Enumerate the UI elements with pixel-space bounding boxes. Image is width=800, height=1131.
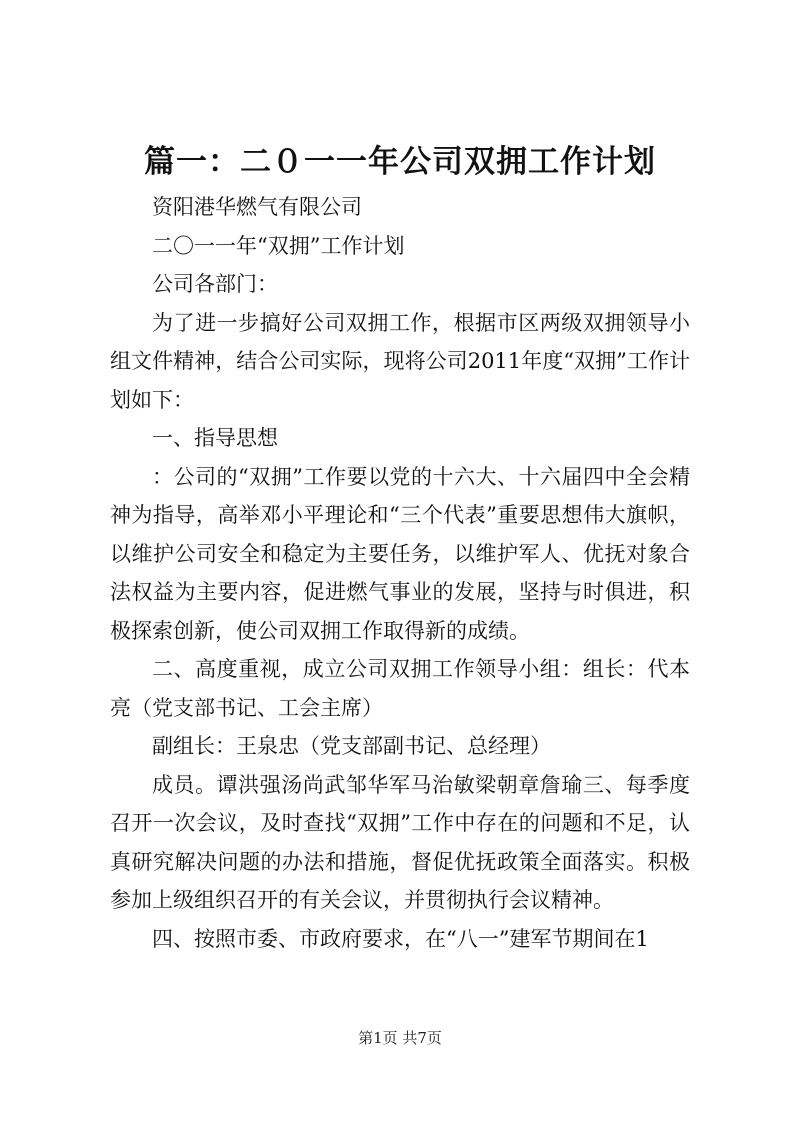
document-body (110, 188, 690, 958)
paragraph-intro: 为了进一步搞好公司双拥工作，根据市区两级双拥领导小组文件精神，结合公司实际，现将公司2011年度“双拥”工作计划如下： (110, 310, 690, 412)
paragraph-guiding-ideology: ：公司的“双拥”工作要以党的十六大、十六届四中全会精神为指导，高举邓小平理论和“三个代表”重要思想伟大旗帜，以维护公司安全和稳定为主要任务，以维护军人、优抚对象合法权益为主要内容，促进燃气事业的发展，坚持与时俱进，积极探索创新，使公司双拥工作取得新的成绩。 (110, 464, 690, 643)
paragraph-section-4: 四、按照市委、市政府要求，在“八一”建军节期间在1 (152, 926, 649, 951)
paragraph-deputy-leader: 副组长：王泉忠（党支部副书记、总经理） (152, 734, 551, 758)
paragraph-section-2: 二、高度重视，成立公司双拥工作领导小组：组长：代本亮（党支部书记、工会主席） (110, 657, 690, 720)
page-number-footer: 第1页 共7页 (358, 1029, 442, 1047)
paragraph-section-1-heading: 一、指导思想 (152, 426, 278, 450)
paragraph-company-name: 资阳港华燃气有限公司 (152, 195, 362, 219)
paragraph-members: 成员。谭洪强汤尚武邹华军马治敏梁朝章詹瑜三、每季度召开一次会议，及时查找“双拥”工作中存在的问题和不足，认真研究解决问题的办法和措施，督促优抚政策全面落实。积极参加上级组织召开的有关会议，并贯彻执行会议精神。 (110, 772, 690, 912)
paragraph-plan-heading: 二〇一一年“双拥”工作计划 (152, 233, 405, 258)
paragraph-salutation: 公司各部门： (152, 272, 278, 296)
document-title: 篇一：二０一一年公司双拥工作计划 (144, 144, 656, 180)
